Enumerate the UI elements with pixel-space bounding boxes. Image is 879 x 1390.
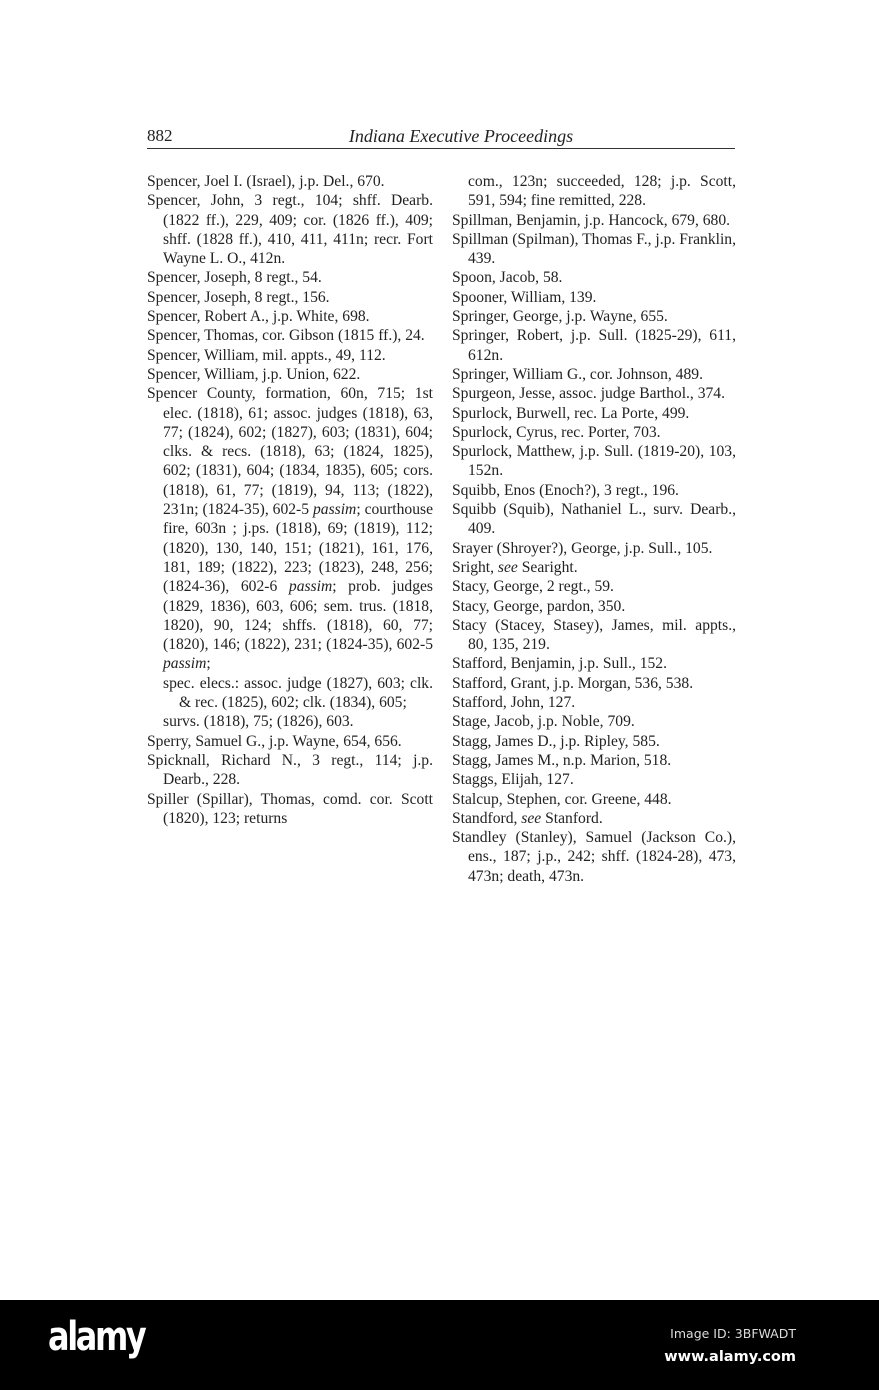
index-entry: Spencer County, formation, 60n, 715; 1st elec. (1818), 61; assoc. judges (1818), 63, 77; (1824), 602; (1827), 603; (1831), 604; clks. & recs. (1818), 63; (1824, 1825), 602; (1831), 604; (1834, 1835), 605; cors. (1818), 61, 77; (1819), 94, 113; (1822), 231n; (1824-35), 602-5 passim; courthouse fire, 603n ; j.ps. (1818), 69; (1819), 112; (1820), 130, 140, 151; (1821), 161, 176, 181, 189; (1822), 223; (1823), 248, 256; (1824-36), 602-6 passim; prob. judges (1829, 1836), 603, 606; sem. trus. (1818, 1820), 90, 124; shffs. (1818), 60, 77; (1820), 146; (1822), 231; (1824-35), 602-5 passim; bbox=[147, 385, 434, 673]
index-entry: Spencer, William, mil. appts., 49, 112. bbox=[147, 346, 386, 364]
index-entry: Staggs, Elijah, 127. bbox=[452, 771, 574, 789]
index-entry: Spurlock, Cyrus, rec. Porter, 703. bbox=[452, 423, 661, 441]
index-entry: Springer, William G., cor. Johnson, 489. bbox=[452, 365, 703, 383]
index-entry: Spillman, Benjamin, j.p. Hancock, 679, 680. bbox=[452, 211, 731, 229]
index-entry: Spurgeon, Jesse, assoc. judge Barthol., 374. bbox=[452, 385, 726, 403]
running-header bbox=[147, 126, 735, 149]
index-entry: Stacy (Stacey, Stasey), James, mil. appts., 80, 135, 219. bbox=[452, 616, 736, 654]
index-entry: Stacy, George, 2 regt., 59. bbox=[452, 578, 614, 596]
index-entry: Stafford, Grant, j.p. Morgan, 536, 538. bbox=[452, 674, 694, 692]
image-id: Image ID: 3BFWADT bbox=[670, 1326, 796, 1341]
index-entry: Stalcup, Stephen, cor. Greene, 448. bbox=[452, 790, 672, 808]
index-column-right bbox=[452, 172, 736, 886]
watermark-bar bbox=[0, 1300, 879, 1390]
index-entry: Stafford, John, 127. bbox=[452, 694, 576, 712]
index-entry: Squibb (Squib), Nathaniel L., surv. Dearb., 409. bbox=[452, 501, 736, 538]
index-entry: Srayer (Shroyer?), George, j.p. Sull., 105. bbox=[452, 539, 713, 557]
index-entry: Standford, see Stanford. bbox=[452, 809, 603, 827]
index-entry: Spiller (Spillar), Thomas, comd. cor. Scott (1820), 123; returns bbox=[147, 790, 433, 827]
index-entry: Spillman (Spilman), Thomas F., j.p. Franklin, 439. bbox=[452, 230, 736, 268]
index-entry: Spencer, Joseph, 8 regt., 156. bbox=[147, 288, 330, 306]
index-entry: Sright, see Searight. bbox=[452, 558, 578, 576]
index-entry: Spicknall, Richard N., 3 regt., 114; j.p. Dearb., 228. bbox=[147, 751, 433, 789]
index-column-left bbox=[147, 172, 433, 828]
index-entry: survs. (1818), 75; (1826), 603. bbox=[163, 713, 354, 731]
index-entry: Sperry, Samuel G., j.p. Wayne, 654, 656. bbox=[147, 732, 402, 750]
index-entry: Spoon, Jacob, 58. bbox=[452, 269, 563, 287]
index-entry: com., 123n; succeeded, 128; j.p. Scott, 591, 594; fine remitted, 228. bbox=[468, 173, 736, 210]
index-entry: spec. elecs.: assoc. judge (1827), 603; clk. & rec. (1825), 602; clk. (1834), 605; bbox=[163, 674, 433, 712]
index-entry: Squibb, Enos (Enoch?), 3 regt., 196. bbox=[452, 481, 679, 499]
site-url: www.alamy.com bbox=[664, 1349, 796, 1365]
index-entry: Stacy, George, pardon, 350. bbox=[452, 597, 626, 615]
index-entry: Stagg, James D., j.p. Ripley, 585. bbox=[452, 732, 660, 750]
index-entry: Springer, George, j.p. Wayne, 655. bbox=[452, 308, 668, 326]
index-entry: Stagg, James M., n.p. Marion, 518. bbox=[452, 751, 672, 769]
index-entry: Spencer, Robert A., j.p. White, 698. bbox=[147, 308, 370, 326]
index-entry: Spurlock, Matthew, j.p. Sull. (1819-20), 103, 152n. bbox=[452, 443, 736, 480]
index-entry: Spurlock, Burwell, rec. La Porte, 499. bbox=[452, 404, 690, 422]
index-entry: Stafford, Benjamin, j.p. Sull., 152. bbox=[452, 655, 667, 673]
index-entry: Springer, Robert, j.p. Sull. (1825-29), 611, 612n. bbox=[452, 327, 736, 364]
index-entry: Standley (Stanley), Samuel (Jackson Co.), ens., 187; j.p., 242; shff. (1824-28), 473, 473n; death, 473n. bbox=[452, 829, 736, 885]
index-entry: Spooner, William, 139. bbox=[452, 288, 597, 306]
index-entry: Stage, Jacob, j.p. Noble, 709. bbox=[452, 713, 635, 731]
index-entry: Spencer, Thomas, cor. Gibson (1815 ff.), 24. bbox=[147, 327, 425, 345]
index-entry: Spencer, Joseph, 8 regt., 54. bbox=[147, 269, 322, 287]
page-number: 882 bbox=[147, 126, 173, 145]
index-entry: Spencer, William, j.p. Union, 622. bbox=[147, 365, 361, 383]
index-entry: Spencer, John, 3 regt., 104; shff. Dearb. (1822 ff.), 229, 409; cor. (1826 ff.), 409; shff. (1828 ff.), 410, 411, 411n; recr. Fort Wayne L. O., 412n. bbox=[147, 192, 433, 268]
running-title: Indiana Executive Proceedings bbox=[348, 126, 574, 146]
alamy-logo: alamy bbox=[48, 1314, 145, 1360]
index-entry: Spencer, Joel I. (Israel), j.p. Del., 670. bbox=[147, 173, 385, 190]
